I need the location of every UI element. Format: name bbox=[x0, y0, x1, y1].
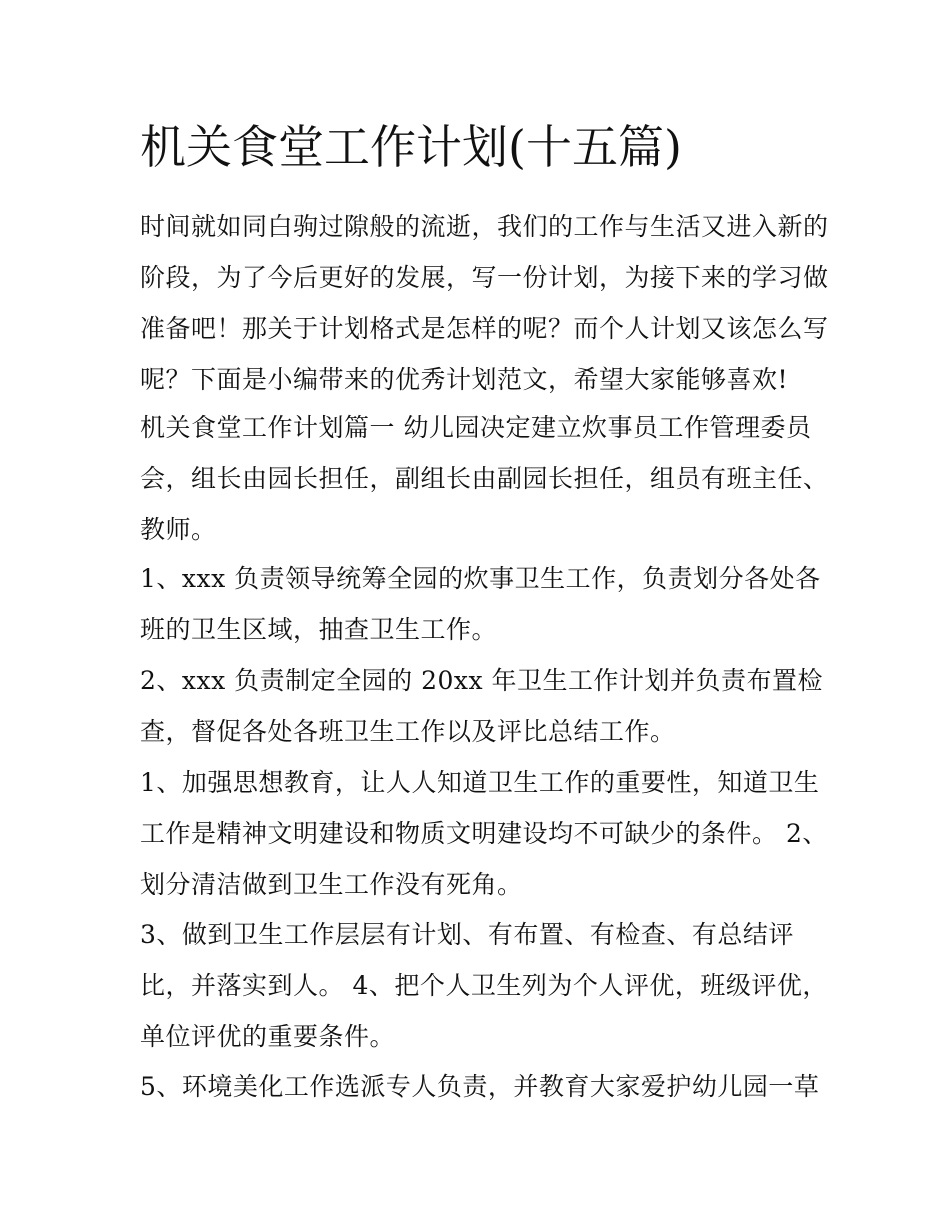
text-line: 准备吧！那关于计划格式是怎样的呢？而个人计划又该怎么写 bbox=[140, 314, 829, 343]
paragraph-item-5 bbox=[140, 1061, 830, 1112]
text-line: 呢？下面是小编带来的优秀计划范文，希望大家能够喜欢! bbox=[140, 365, 789, 394]
text-line: 教师。 bbox=[140, 515, 217, 544]
text-line: 会，组长由园长担任，副组长由副园长担任，组员有班主任、 bbox=[140, 464, 829, 493]
text-line: 2、xxx 负责制定全园的 20xx 年卫生工作计划并负责布置检 bbox=[140, 666, 824, 695]
document-title: 机关食堂工作计划(十五篇) bbox=[140, 120, 682, 174]
paragraph-item-3 bbox=[140, 909, 830, 1062]
text-line: 3、做到卫生工作层层有计划、有布置、有检查、有总结评 bbox=[140, 920, 794, 949]
text-line: 阶段，为了今后更好的发展，写一份计划，为接下来的学习做 bbox=[140, 263, 829, 292]
text-line: 划分清洁做到卫生工作没有死角。 bbox=[140, 870, 523, 899]
text-line: 5、环境美化工作选派专人负责，并教育大家爱护幼儿园一草 bbox=[140, 1072, 820, 1101]
text-line: 班的卫生区域，抽查卫生工作。 bbox=[140, 615, 498, 644]
text-line: 机关食堂工作计划篇一 幼儿园决定建立炊事员工作管理委员 bbox=[140, 413, 812, 442]
paragraph-committee bbox=[140, 402, 830, 555]
text-line: 查，督促各处各班卫生工作以及评比总结工作。 bbox=[140, 717, 676, 746]
text-line: 单位评优的重要条件。 bbox=[140, 1022, 396, 1051]
text-line: 时间就如同白驹过隙般的流逝，我们的工作与生活又进入新的 bbox=[140, 212, 829, 241]
paragraph-item-1a bbox=[140, 553, 830, 655]
paragraph-item-1b bbox=[140, 757, 830, 910]
text-line: 1、xxx 负责领导统筹全园的炊事卫生工作，负责划分各处各 bbox=[140, 564, 821, 593]
paragraph-item-2a bbox=[140, 655, 830, 757]
paragraph-intro bbox=[140, 201, 830, 405]
text-line: 比，并落实到人。 4、把个人卫生列为个人评优，班级评优， bbox=[140, 971, 828, 1000]
text-line: 1、加强思想教育，让人人知道卫生工作的重要性，知道卫生 bbox=[140, 768, 820, 797]
text-line: 工作是精神文明建设和物质文明建设均不可缺少的条件。 2、 bbox=[140, 819, 828, 848]
